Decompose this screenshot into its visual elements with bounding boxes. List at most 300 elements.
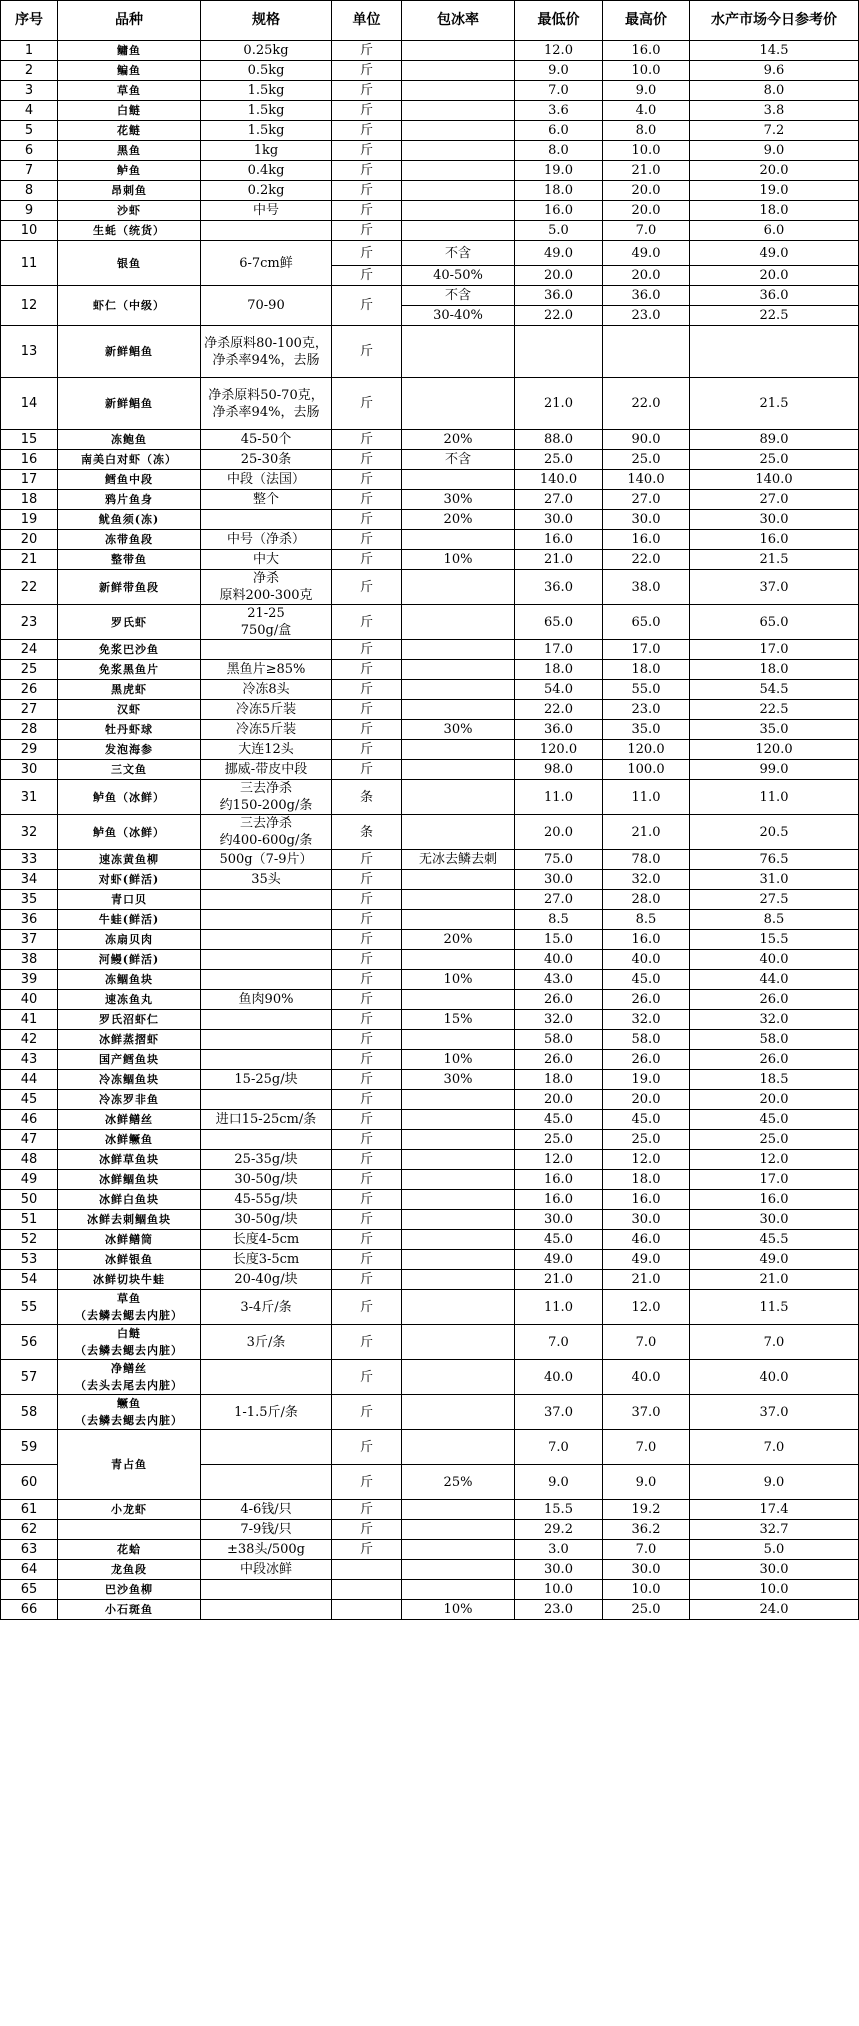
name-cell: 生蚝（统货） <box>58 221 201 241</box>
seq-cell: 44 <box>1 1070 58 1090</box>
seq-cell: 34 <box>1 870 58 890</box>
table-row <box>1 910 859 930</box>
ref-price-cell: 27.0 <box>690 490 859 510</box>
ice-rate-cell <box>402 1540 515 1560</box>
low-price-cell: 15.5 <box>515 1500 603 1520</box>
table-row <box>1 930 859 950</box>
high-price-cell: 28.0 <box>603 890 690 910</box>
high-price-cell: 21.0 <box>603 1270 690 1290</box>
spec-cell: 1-1.5斤/条 <box>201 1395 332 1430</box>
unit-cell: 斤 <box>332 241 402 266</box>
seq-cell: 55 <box>1 1290 58 1325</box>
unit-cell: 斤 <box>332 760 402 780</box>
seq-cell: 13 <box>1 326 58 378</box>
high-price-cell: 20.0 <box>603 1090 690 1110</box>
low-price-cell: 15.0 <box>515 930 603 950</box>
high-price-cell: 36.0 <box>603 286 690 306</box>
unit-cell: 斤 <box>332 201 402 221</box>
spec-cell: 大连12头 <box>201 740 332 760</box>
unit-cell: 斤 <box>332 1500 402 1520</box>
high-price-cell: 10.0 <box>603 141 690 161</box>
table-row <box>1 570 859 605</box>
low-price-cell: 30.0 <box>515 510 603 530</box>
table-row <box>1 550 859 570</box>
spec-cell: 中号（净杀） <box>201 530 332 550</box>
high-price-cell: 17.0 <box>603 640 690 660</box>
table-row <box>1 990 859 1010</box>
unit-cell: 斤 <box>332 101 402 121</box>
name-cell: 鳕鱼中段 <box>58 470 201 490</box>
ref-price-cell: 14.5 <box>690 41 859 61</box>
seq-cell: 53 <box>1 1250 58 1270</box>
unit-cell: 斤 <box>332 1325 402 1360</box>
spec-cell: 45-50个 <box>201 430 332 450</box>
unit-cell: 斤 <box>332 1230 402 1250</box>
ice-rate-cell <box>402 1150 515 1170</box>
spec-cell: 3斤/条 <box>201 1325 332 1360</box>
high-price-cell: 140.0 <box>603 470 690 490</box>
table-row <box>1 1430 859 1465</box>
unit-cell: 斤 <box>332 266 402 286</box>
spec-cell <box>201 1090 332 1110</box>
high-price-cell: 65.0 <box>603 605 690 640</box>
name-cell: 冷冻鲴鱼块 <box>58 1070 201 1090</box>
name-cell: 花鲢 <box>58 121 201 141</box>
ice-rate-cell: 10% <box>402 1600 515 1620</box>
table-row <box>1 1090 859 1110</box>
seq-cell: 43 <box>1 1050 58 1070</box>
seq-cell: 66 <box>1 1600 58 1620</box>
seq-cell: 57 <box>1 1360 58 1395</box>
spec-cell: 长度4-5cm <box>201 1230 332 1250</box>
table-row <box>1 1030 859 1050</box>
ref-price-cell: 8.5 <box>690 910 859 930</box>
ref-price-cell: 37.0 <box>690 1395 859 1430</box>
high-price-cell: 25.0 <box>603 450 690 470</box>
name-cell: 鱿鱼须(冻) <box>58 510 201 530</box>
spec-cell: 净杀原料80-100克，净杀率94%，去肠 <box>201 326 332 378</box>
low-price-cell: 49.0 <box>515 241 603 266</box>
spec-cell: 45-55g/块 <box>201 1190 332 1210</box>
high-price-cell: 100.0 <box>603 760 690 780</box>
low-price-cell: 16.0 <box>515 1190 603 1210</box>
unit-cell: 斤 <box>332 930 402 950</box>
table-row <box>1 1230 859 1250</box>
spec-cell <box>201 910 332 930</box>
ref-price-cell: 16.0 <box>690 1190 859 1210</box>
table-row <box>1 1560 859 1580</box>
low-price-cell: 19.0 <box>515 161 603 181</box>
seq-cell: 50 <box>1 1190 58 1210</box>
ice-rate-cell <box>402 181 515 201</box>
ice-rate-cell <box>402 740 515 760</box>
ice-rate-cell <box>402 326 515 378</box>
table-row <box>1 1290 859 1325</box>
table-row <box>1 1580 859 1600</box>
seq-cell: 12 <box>1 286 58 326</box>
spec-cell: 黑鱼片≥85% <box>201 660 332 680</box>
ref-price-cell: 32.7 <box>690 1520 859 1540</box>
high-price-cell: 21.0 <box>603 161 690 181</box>
table-row <box>1 1500 859 1520</box>
name-cell: 青占鱼 <box>58 1430 201 1500</box>
seq-cell: 8 <box>1 181 58 201</box>
ice-rate-cell <box>402 1360 515 1395</box>
unit-cell: 斤 <box>332 378 402 430</box>
unit-cell: 斤 <box>332 1270 402 1290</box>
ice-rate-cell <box>402 1290 515 1325</box>
spec-cell: 3-4斤/条 <box>201 1290 332 1325</box>
name-cell: 冰鲜鲴鱼块 <box>58 1170 201 1190</box>
unit-cell: 斤 <box>332 740 402 760</box>
high-price-cell: 40.0 <box>603 1360 690 1395</box>
seq-cell: 26 <box>1 680 58 700</box>
unit-cell: 斤 <box>332 470 402 490</box>
name-cell: 昂刺鱼 <box>58 181 201 201</box>
table-row <box>1 201 859 221</box>
spec-cell: 净杀原料50-70克，净杀率94%，去肠 <box>201 378 332 430</box>
high-price-cell: 78.0 <box>603 850 690 870</box>
high-price-cell: 16.0 <box>603 530 690 550</box>
low-price-cell: 40.0 <box>515 1360 603 1395</box>
name-cell: 鲈鱼（冰鲜） <box>58 815 201 850</box>
low-price-cell: 140.0 <box>515 470 603 490</box>
low-price-cell: 23.0 <box>515 1600 603 1620</box>
unit-cell: 斤 <box>332 1465 402 1500</box>
ref-price-cell: 16.0 <box>690 530 859 550</box>
ref-price-cell: 36.0 <box>690 286 859 306</box>
low-price-cell: 20.0 <box>515 1090 603 1110</box>
low-price-cell: 9.0 <box>515 1465 603 1500</box>
low-price-cell: 65.0 <box>515 605 603 640</box>
ref-price-cell <box>690 326 859 378</box>
ice-rate-cell <box>402 101 515 121</box>
high-price-cell: 7.0 <box>603 221 690 241</box>
spec-cell: 15-25g/块 <box>201 1070 332 1090</box>
table-row <box>1 1360 859 1395</box>
spec-cell <box>201 1430 332 1465</box>
ice-rate-cell <box>402 1430 515 1465</box>
ice-rate-cell <box>402 1130 515 1150</box>
high-price-cell: 90.0 <box>603 430 690 450</box>
ice-rate-cell: 20% <box>402 930 515 950</box>
ice-rate-cell <box>402 700 515 720</box>
ice-rate-cell <box>402 221 515 241</box>
unit-cell: 斤 <box>332 286 402 326</box>
spec-cell: 0.5kg <box>201 61 332 81</box>
ref-price-cell: 65.0 <box>690 605 859 640</box>
seq-cell: 41 <box>1 1010 58 1030</box>
spec-cell <box>201 221 332 241</box>
unit-cell: 斤 <box>332 1130 402 1150</box>
high-price-cell: 49.0 <box>603 241 690 266</box>
ref-price-cell: 40.0 <box>690 1360 859 1395</box>
seq-cell: 20 <box>1 530 58 550</box>
unit-cell: 斤 <box>332 970 402 990</box>
low-price-cell: 3.0 <box>515 1540 603 1560</box>
table-body <box>1 41 859 1620</box>
ref-price-cell: 45.5 <box>690 1230 859 1250</box>
table-row <box>1 1070 859 1090</box>
seq-cell: 45 <box>1 1090 58 1110</box>
spec-cell: 冷冻8头 <box>201 680 332 700</box>
low-price-cell: 98.0 <box>515 760 603 780</box>
high-price-cell: 25.0 <box>603 1600 690 1620</box>
ice-rate-cell <box>402 605 515 640</box>
name-cell: 黑虎虾 <box>58 680 201 700</box>
high-price-cell: 23.0 <box>603 306 690 326</box>
ref-price-cell: 30.0 <box>690 1560 859 1580</box>
spec-cell: 中大 <box>201 550 332 570</box>
high-price-cell: 55.0 <box>603 680 690 700</box>
spec-cell: 35头 <box>201 870 332 890</box>
ice-rate-cell: 25% <box>402 1465 515 1500</box>
spec-cell: 21-25 750g/盒 <box>201 605 332 640</box>
name-cell: 罗氏虾 <box>58 605 201 640</box>
ice-rate-cell <box>402 1560 515 1580</box>
unit-cell: 斤 <box>332 1210 402 1230</box>
ref-price-cell: 20.0 <box>690 266 859 286</box>
unit-cell: 斤 <box>332 41 402 61</box>
seq-cell: 27 <box>1 700 58 720</box>
high-price-cell: 16.0 <box>603 1190 690 1210</box>
low-price-cell: 27.0 <box>515 890 603 910</box>
unit-cell: 斤 <box>332 890 402 910</box>
unit-cell: 条 <box>332 780 402 815</box>
name-cell: 冰鲜去刺鲴鱼块 <box>58 1210 201 1230</box>
ice-rate-cell <box>402 1270 515 1290</box>
spec-cell: 三去净杀 约400-600g/条 <box>201 815 332 850</box>
ref-price-cell: 76.5 <box>690 850 859 870</box>
name-cell: 小石斑鱼 <box>58 1600 201 1620</box>
unit-cell: 斤 <box>332 720 402 740</box>
ice-rate-cell <box>402 1580 515 1600</box>
seq-cell: 3 <box>1 81 58 101</box>
seq-cell: 35 <box>1 890 58 910</box>
seq-cell: 23 <box>1 605 58 640</box>
seq-cell: 33 <box>1 850 58 870</box>
low-price-cell: 36.0 <box>515 720 603 740</box>
table-row <box>1 660 859 680</box>
low-price-cell: 36.0 <box>515 286 603 306</box>
ice-rate-cell <box>402 660 515 680</box>
spec-cell: 70-90 <box>201 286 332 326</box>
ref-price-cell: 15.5 <box>690 930 859 950</box>
table-row <box>1 41 859 61</box>
unit-cell: 斤 <box>332 1395 402 1430</box>
table-row <box>1 1130 859 1150</box>
spec-cell: 三去净杀 约150-200g/条 <box>201 780 332 815</box>
ice-rate-cell <box>402 81 515 101</box>
spec-cell: 1.5kg <box>201 81 332 101</box>
unit-cell: 斤 <box>332 1520 402 1540</box>
ref-price-cell: 12.0 <box>690 1150 859 1170</box>
ice-rate-cell: 30% <box>402 1070 515 1090</box>
high-price-cell: 11.0 <box>603 780 690 815</box>
header-seq: 序号 <box>1 1 58 41</box>
unit-cell: 斤 <box>332 1010 402 1030</box>
low-price-cell: 18.0 <box>515 660 603 680</box>
ice-rate-cell <box>402 1090 515 1110</box>
seq-cell: 61 <box>1 1500 58 1520</box>
table-row <box>1 815 859 850</box>
table-row <box>1 1050 859 1070</box>
ref-price-cell: 10.0 <box>690 1580 859 1600</box>
unit-cell: 斤 <box>332 1150 402 1170</box>
ice-rate-cell: 30% <box>402 720 515 740</box>
low-price-cell: 120.0 <box>515 740 603 760</box>
table-row <box>1 1150 859 1170</box>
high-price-cell: 4.0 <box>603 101 690 121</box>
unit-cell: 斤 <box>332 1250 402 1270</box>
spec-cell: 挪威-带皮中段 <box>201 760 332 780</box>
ice-rate-cell <box>402 161 515 181</box>
high-price-cell: 8.5 <box>603 910 690 930</box>
high-price-cell: 19.2 <box>603 1500 690 1520</box>
table-row <box>1 181 859 201</box>
ice-rate-cell: 40-50% <box>402 266 515 286</box>
high-price-cell: 9.0 <box>603 1465 690 1500</box>
seq-cell: 62 <box>1 1520 58 1540</box>
ref-price-cell: 30.0 <box>690 510 859 530</box>
name-cell: 冷冻罗非鱼 <box>58 1090 201 1110</box>
ref-price-cell: 31.0 <box>690 870 859 890</box>
ref-price-cell: 9.6 <box>690 61 859 81</box>
table-row <box>1 61 859 81</box>
ice-rate-cell <box>402 378 515 430</box>
high-price-cell: 19.0 <box>603 1070 690 1090</box>
table-row <box>1 1170 859 1190</box>
name-cell: 鳜鱼 （去鳞去鳃去内脏） <box>58 1395 201 1430</box>
spec-cell <box>201 970 332 990</box>
table-row <box>1 470 859 490</box>
table-row <box>1 241 859 266</box>
high-price-cell: 32.0 <box>603 1010 690 1030</box>
ref-price-cell: 25.0 <box>690 1130 859 1150</box>
ref-price-cell: 58.0 <box>690 1030 859 1050</box>
table-row <box>1 1110 859 1130</box>
seq-cell: 6 <box>1 141 58 161</box>
table-row <box>1 970 859 990</box>
spec-cell: 冷冻5斤装 <box>201 700 332 720</box>
table-row <box>1 101 859 121</box>
name-cell: 虾仁（中级） <box>58 286 201 326</box>
ref-price-cell: 18.0 <box>690 201 859 221</box>
unit-cell: 斤 <box>332 161 402 181</box>
ice-rate-cell <box>402 950 515 970</box>
table-row <box>1 760 859 780</box>
ice-rate-cell <box>402 1395 515 1430</box>
ref-price-cell: 40.0 <box>690 950 859 970</box>
seq-cell: 5 <box>1 121 58 141</box>
table-row <box>1 1190 859 1210</box>
spec-cell: 25-30条 <box>201 450 332 470</box>
table-row <box>1 81 859 101</box>
seq-cell: 42 <box>1 1030 58 1050</box>
spec-cell: 净杀 原料200-300克 <box>201 570 332 605</box>
high-price-cell: 9.0 <box>603 81 690 101</box>
low-price-cell: 45.0 <box>515 1110 603 1130</box>
table-row <box>1 1210 859 1230</box>
unit-cell: 斤 <box>332 121 402 141</box>
ice-rate-cell <box>402 1210 515 1230</box>
ref-price-cell: 20.0 <box>690 1090 859 1110</box>
low-price-cell: 27.0 <box>515 490 603 510</box>
seq-cell: 48 <box>1 1150 58 1170</box>
high-price-cell: 23.0 <box>603 700 690 720</box>
high-price-cell: 10.0 <box>603 1580 690 1600</box>
unit-cell: 斤 <box>332 605 402 640</box>
spec-cell <box>201 930 332 950</box>
seq-cell: 39 <box>1 970 58 990</box>
ref-price-cell: 5.0 <box>690 1540 859 1560</box>
spec-cell: 中段冰鲜 <box>201 1560 332 1580</box>
ice-rate-cell: 20% <box>402 510 515 530</box>
high-price-cell: 45.0 <box>603 1110 690 1130</box>
table-row <box>1 1600 859 1620</box>
name-cell: 新鲜带鱼段 <box>58 570 201 605</box>
unit-cell <box>332 1580 402 1600</box>
unit-cell: 斤 <box>332 1070 402 1090</box>
spec-cell <box>201 950 332 970</box>
table-row <box>1 221 859 241</box>
table-row <box>1 430 859 450</box>
high-price-cell: 120.0 <box>603 740 690 760</box>
ref-price-cell: 19.0 <box>690 181 859 201</box>
spec-cell <box>201 1360 332 1395</box>
name-cell: 冻鲴鱼块 <box>58 970 201 990</box>
seq-cell: 14 <box>1 378 58 430</box>
ice-rate-cell <box>402 680 515 700</box>
unit-cell: 斤 <box>332 1360 402 1395</box>
ice-rate-cell: 15% <box>402 1010 515 1030</box>
low-price-cell: 75.0 <box>515 850 603 870</box>
high-price-cell: 40.0 <box>603 950 690 970</box>
unit-cell: 斤 <box>332 530 402 550</box>
seq-cell: 38 <box>1 950 58 970</box>
name-cell: 花蛤 <box>58 1540 201 1560</box>
seq-cell: 30 <box>1 760 58 780</box>
unit-cell: 斤 <box>332 1430 402 1465</box>
unit-cell: 斤 <box>332 490 402 510</box>
ref-price-cell: 140.0 <box>690 470 859 490</box>
spec-cell <box>201 1010 332 1030</box>
name-cell: 发泡海参 <box>58 740 201 760</box>
ref-price-cell: 11.0 <box>690 780 859 815</box>
name-cell: 白鲢 <box>58 101 201 121</box>
unit-cell: 斤 <box>332 1190 402 1210</box>
seq-cell: 9 <box>1 201 58 221</box>
unit-cell <box>332 1600 402 1620</box>
low-price-cell: 12.0 <box>515 1150 603 1170</box>
seq-cell: 11 <box>1 241 58 286</box>
ice-rate-cell: 10% <box>402 550 515 570</box>
ice-rate-cell <box>402 870 515 890</box>
ref-price-cell: 45.0 <box>690 1110 859 1130</box>
spec-cell: 进口15-25cm/条 <box>201 1110 332 1130</box>
ice-rate-cell <box>402 470 515 490</box>
table-row <box>1 1325 859 1360</box>
spec-cell <box>201 640 332 660</box>
low-price-cell: 16.0 <box>515 201 603 221</box>
seq-cell: 7 <box>1 161 58 181</box>
low-price-cell: 9.0 <box>515 61 603 81</box>
name-cell: 国产鳕鱼块 <box>58 1050 201 1070</box>
spec-cell <box>201 1600 332 1620</box>
seq-cell: 63 <box>1 1540 58 1560</box>
name-cell: 新鲜鲳鱼 <box>58 326 201 378</box>
name-cell: 鲈鱼（冰鲜） <box>58 780 201 815</box>
